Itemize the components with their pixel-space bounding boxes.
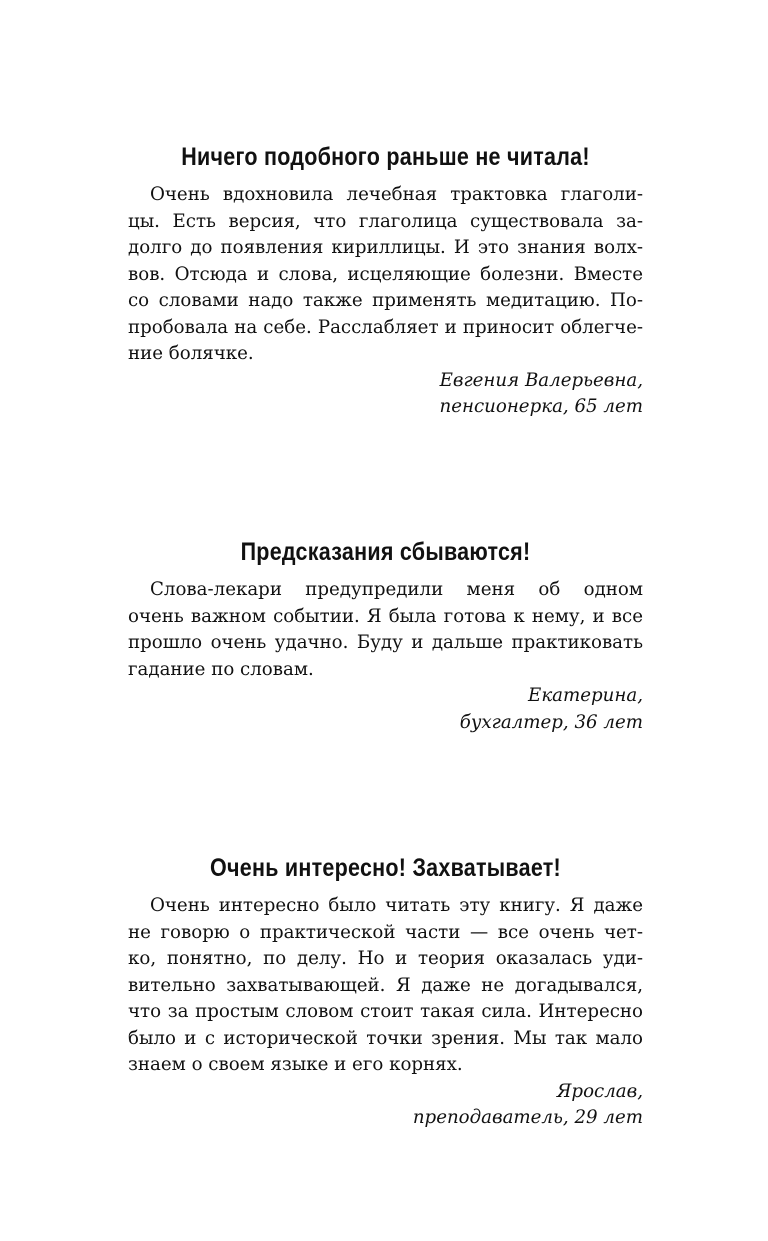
review-text-line: прошло очень удачно. Буду и дальше практиковать <box>128 632 643 653</box>
review-text-line: со словами надо также применять медитацию. По- <box>128 290 643 311</box>
review-title: Очень интересно! Захватывает! <box>210 854 561 882</box>
review-text-line: долго до появления кириллицы. И это знания волх- <box>128 237 643 258</box>
author-info: преподаватель, 29 лет <box>412 1107 643 1128</box>
review-text-line: ко, понятно, по делу. Но и теория оказалась уди- <box>128 948 643 969</box>
review-text-line: Очень интересно было читать эту книгу. Я даже <box>150 895 643 916</box>
review-text-line: гадание по словам. <box>128 658 314 680</box>
author-name: Ярослав, <box>556 1080 643 1102</box>
review-text-line: вительно захватывающей. Я даже не догадывался, <box>128 974 643 996</box>
review-text-line: пробовала на себе. Расслабляет и приносит облегче- <box>128 316 643 338</box>
review-text-line: Очень вдохновила лечебная трактовка глаголи- <box>150 184 643 205</box>
author-name: Екатерина, <box>528 685 643 706</box>
review-signature <box>128 683 643 736</box>
review-1 <box>128 142 643 421</box>
review-signature <box>128 1079 643 1132</box>
review-text-line: Слова-лекари предупредили меня об одном <box>150 579 643 600</box>
review-text-line: не говорю о практической части — все очень чет- <box>128 921 643 943</box>
review-text-line: было и с исторической точки зрения. Мы так мало <box>128 1027 643 1049</box>
review-text-line: ние болячке. <box>128 343 254 364</box>
review-text-line: вов. Отсюда и слова, исцеляющие болезни. Вместе <box>128 263 643 285</box>
review-2 <box>128 537 643 736</box>
author-info: бухгалтер, 36 лет <box>459 711 643 733</box>
review-title: Ничего подобного раньше не читала! <box>181 143 590 171</box>
review-title: Предсказания сбываются! <box>240 538 531 566</box>
review-signature <box>128 368 643 421</box>
review-text-line: очень важном событии. Я была готова к нему, и все <box>128 605 643 627</box>
author-name: Евгения Валерьевна, <box>439 369 643 391</box>
author-info: пенсионерка, 65 лет <box>439 396 643 417</box>
review-text-line: что за простым словом стоит такая сила. Интересно <box>128 1001 643 1022</box>
review-text-line: цы. Есть версия, что глаголица существовала за- <box>128 210 643 232</box>
review-3 <box>128 853 643 1132</box>
review-text-line: знаем о своем языке и его корнях. <box>128 1054 463 1075</box>
